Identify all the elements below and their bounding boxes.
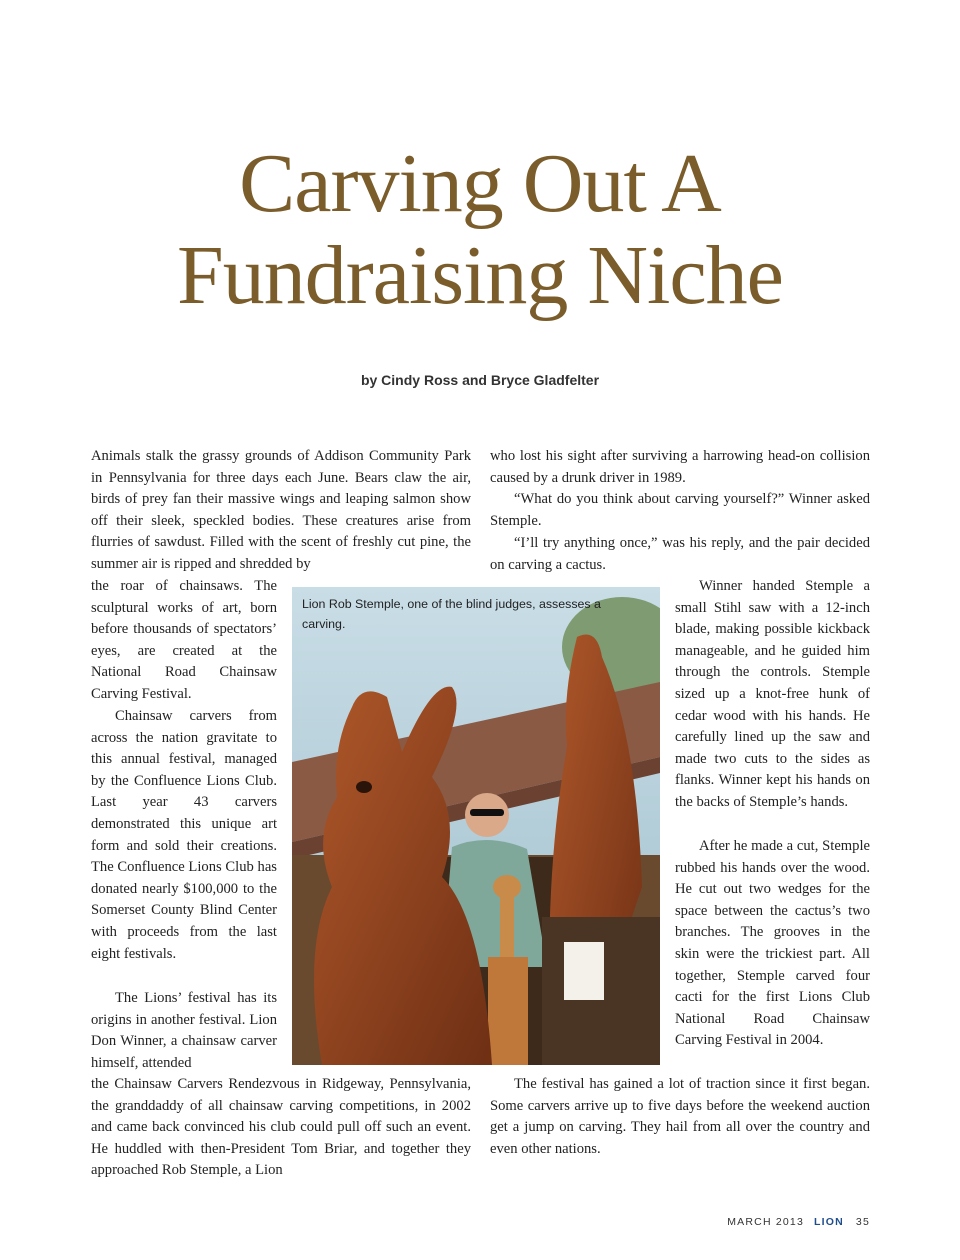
body-paragraph: “What do you think about carving yourself?” Winner asked Stemple. [490, 491, 870, 529]
article-photo [292, 587, 660, 1065]
photo-illustration [292, 587, 660, 1065]
photo-caption: Lion Rob Stemple, one of the blind judges, assesses a carving. [302, 597, 601, 631]
page-footer [727, 1216, 870, 1228]
body-paragraph: the Chainsaw Carvers Rendezvous in Ridgeway, Pennsylvania, the granddaddy of all chainsaw carving competitions, in 2002 and came back convinced his club could pull off such an event. He huddled with then-President Tom Briar, and together they approached Rob Stemple, a Lion [91, 1076, 471, 1179]
body-paragraph: Winner handed Stemple a small Stihl saw with a 12-inch blade, making possible kickback manageable, and he guided him through the controls. Stemple sized up a knot-free hunk of cedar wood with his hands. He carefully lined up the saw and made two cuts to the sides as flanks. Winner kept his hands on the backs of Stemple’s hands. [675, 578, 870, 810]
body-paragraph: Animals stalk the grassy grounds of Addison Community Park in Pennsylvania for three days each June. Bears claw the air, birds of prey fan their massive wings and leaping salmon show off their sleek, speckled bodies. These creatures arise from flurries of sawdust. Filled with the scent of freshly cut pine, the summer air is ripped and shredded by [91, 448, 471, 572]
magazine-name: LION [814, 1216, 844, 1228]
body-paragraph: The festival has gained a lot of traction since it first began. Some carvers arrive up to five days before the weekend auction get a jump on carving. They hail from all over the country and even other nations. [490, 1076, 870, 1157]
body-paragraph: “I’ll try anything once,” was his reply, and the pair decided on carving a cactus. [490, 535, 870, 573]
body-paragraph: The Lions’ festival has its origins in another festival. Lion Don Winner, a chainsaw carver himself, attended [91, 990, 277, 1071]
byline: by Cindy Ross and Bryce Gladfelter [360, 372, 600, 388]
body-paragraph: the roar of chainsaws. The sculptural works of art, born before thousands of spectators’ eyes, are created at the National Road Chainsaw Carving Festival. [91, 578, 277, 702]
issue-date: MARCH 2013 [727, 1216, 805, 1228]
article-title [0, 138, 960, 322]
page-number: 35 [855, 1216, 870, 1228]
title-line-2: Fundraising Niche [177, 229, 783, 322]
title-line-1: Carving Out A [239, 137, 721, 230]
body-paragraph: After he made a cut, Stemple rubbed his hands over the wood. He cut out two wedges for the space between the cactus’s two branches. The grooves in the skin were the trickiest part. All together, Stemple carved four cacti for the first Lions Club National Road Chainsaw Carving Festival in 2004. [675, 838, 870, 1049]
body-paragraph: Chainsaw carvers from across the nation gravitate to this annual festival, managed by the Confluence Lions Club. Last year 43 carvers demonstrated this unique art form and sold their creations. The Confluence Lions Club has donated nearly $100,000 to the Somerset County Blind Center with proceeds from the last eight festivals. [91, 708, 277, 962]
body-paragraph: who lost his sight after surviving a harrowing head-on collision caused by a drunk driver in 1989. [490, 448, 870, 486]
